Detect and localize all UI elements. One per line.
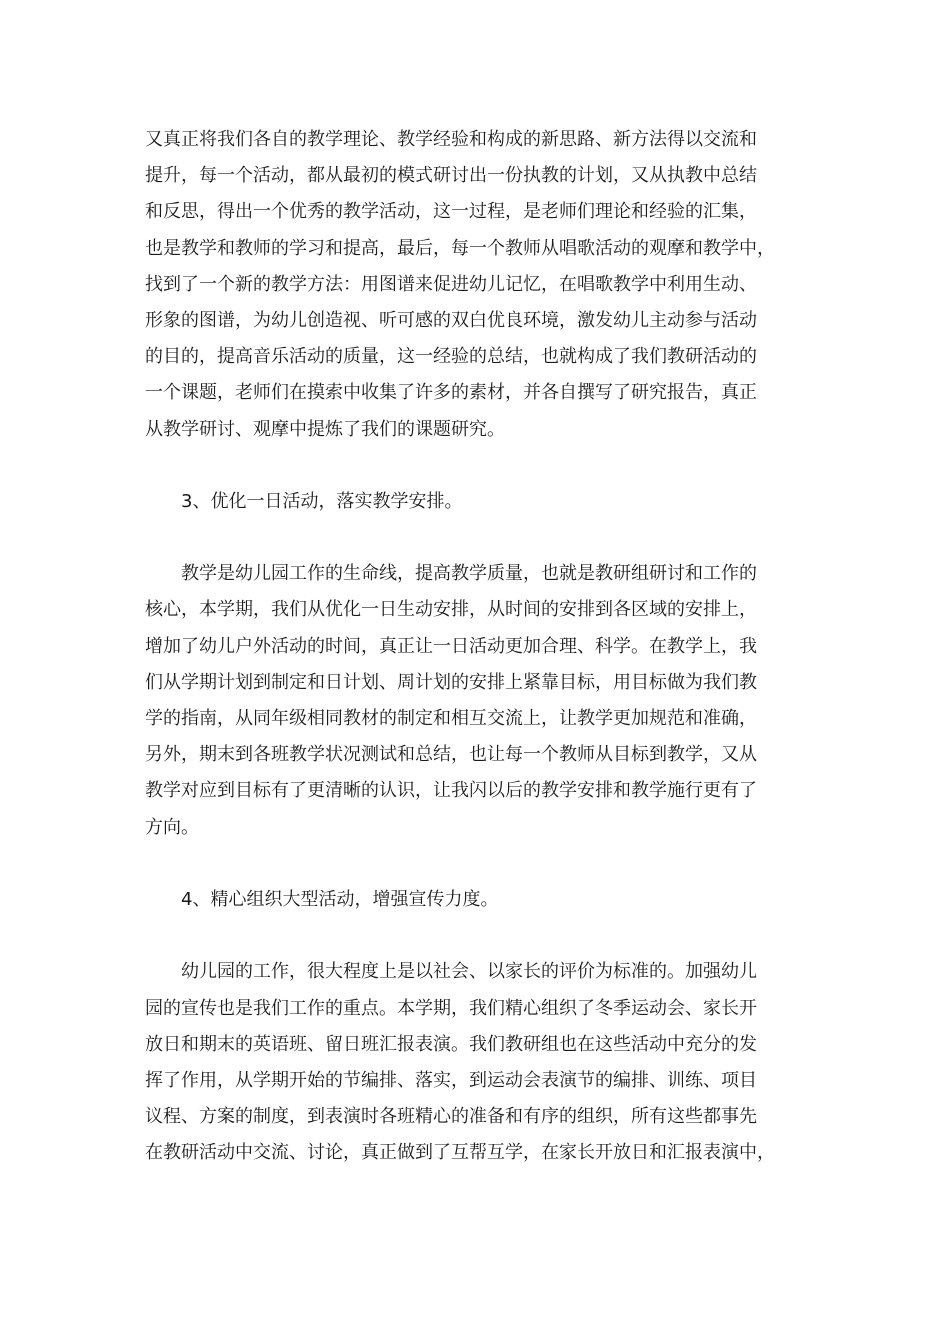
paragraph-gap [145, 448, 825, 484]
paragraph-gap [145, 918, 825, 954]
text-line: 教学对应到目标有了更清晰的认识，让我闪以后的教学安排和教学施行更有了 [145, 780, 757, 802]
paragraph-3 [145, 954, 825, 1171]
text-line: 园的宣传也是我们工作的重点。本学期，我们精心组织了冬季运动会、家长开 [145, 997, 757, 1019]
paragraph-gap [145, 846, 825, 882]
text-line: 形象的图谱，为幼儿创造视、听可感的双白优良环境，激发幼儿主动参与活动 [145, 309, 757, 331]
text-line: 核心，本学期，我们从优化一日生动安排，从时间的安排到各区域的安排上， [145, 599, 757, 621]
text-line: 增加了幼儿户外活动的时间，真正让一日活动更加合理、科学。在教学上，我 [145, 635, 757, 657]
section-heading-4: 4、精心组织大型活动，增强宣传力度。 [181, 888, 499, 910]
document-body [145, 122, 825, 1171]
paragraph-2 [145, 556, 825, 846]
text-line: 学的指南，从同年级相同教材的制定和相互交流上，让教学更加规范和准确， [145, 708, 757, 729]
text-line: 和反思，得出一个优秀的教学活动，这一过程，是老师们理论和经验的汇集， [145, 201, 757, 223]
text-line: 从教学研讨、观摩中提炼了我们的课题研究。 [145, 418, 505, 440]
paragraph-gap [145, 520, 825, 556]
text-line: 另外，期末到各班教学状况测试和总结，也让每一个教师从目标到教学，又从 [145, 744, 757, 766]
text-line: 找到了一个新的教学方法：用图谱来促进幼儿记忆，在唱歌教学中利用生动、 [145, 273, 757, 295]
text-line: 又真正将我们各自的教学理论、教学经验和构成的新思路、新方法得以交流和 [145, 129, 757, 150]
text-line: 方向。 [145, 816, 199, 838]
paragraph-1 [145, 122, 825, 448]
text-line: 放日和期末的英语班、留日班汇报表演。我们教研组也在这些活动中充分的发 [145, 1033, 757, 1055]
text-line: 挥了作用，从学期开始的节编排、落实，到运动会表演节的编排、训练、项目 [145, 1069, 757, 1091]
section-heading-3: 3、优化一日活动，落实教学安排。 [181, 490, 463, 512]
text-line: 幼儿园的工作，很大程度上是以社会、以家长的评价为标准的。加强幼儿 [181, 961, 757, 983]
text-line: 的目的，提高音乐活动的质量，这一经验的总结，也就构成了我们教研活动的 [145, 346, 757, 368]
text-line: 提升，每一个活动，都从最初的模式研讨出一份执教的计划，又从执教中总结 [145, 165, 757, 187]
text-line: 在教研活动中交流、讨论，真正做到了互帮互学，在家长开放日和汇报表演中， [145, 1142, 775, 1164]
text-line: 议程、方案的制度，到表演时各班精心的准备和有序的组织，所有这些都事先 [145, 1106, 757, 1128]
text-line: 也是教学和教师的学习和提高，最后，每一个教师从唱歌活动的观摩和教学中， [145, 237, 775, 259]
text-line: 教学是幼儿园工作的生命线，提高教学质量，也就是教研组研讨和工作的 [181, 563, 757, 585]
text-line: 们从学期计划到制定和日计划、周计划的安排上紧靠目标，用目标做为我们教 [145, 671, 757, 693]
text-line: 一个课题，老师们在摸索中收集了许多的素材，并各自撰写了研究报告，真正 [145, 382, 757, 404]
